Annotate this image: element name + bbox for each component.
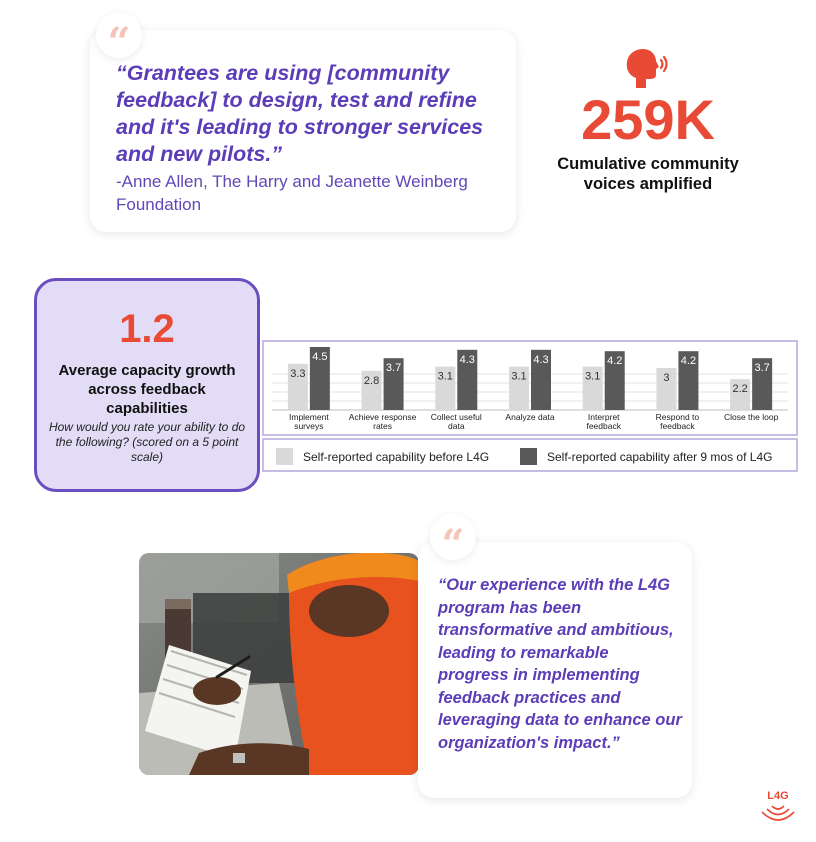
data-label: 4.5 bbox=[312, 351, 328, 363]
l4g-logo bbox=[758, 790, 798, 830]
legend-item-after bbox=[520, 448, 772, 465]
data-label: 2.2 bbox=[732, 383, 748, 396]
capacity-title: Average capacity growth across feedback capabilities bbox=[58, 362, 236, 417]
category-label: feedback bbox=[586, 421, 621, 431]
category-label: surveys bbox=[294, 421, 324, 431]
quote-text: “Grantees are using [community feedback] to design, test and refine and it's leading to stronger services and new pilots.” bbox=[116, 61, 484, 166]
legend-swatch-before bbox=[276, 448, 293, 465]
category-label: Close the loop bbox=[723, 412, 779, 422]
data-label: 3.1 bbox=[511, 370, 527, 383]
capacity-card bbox=[34, 278, 260, 492]
legend-swatch-after bbox=[520, 448, 537, 465]
stat-value: 259K bbox=[581, 88, 715, 151]
data-label: 3.1 bbox=[585, 370, 601, 383]
data-label: 2.8 bbox=[363, 374, 380, 387]
capacity-value: 1.2 bbox=[119, 307, 175, 351]
data-label: 4.3 bbox=[533, 353, 549, 366]
stat-caption: Cumulative community voices amplified bbox=[557, 155, 739, 193]
data-label: 3.3 bbox=[290, 367, 306, 380]
quote-text-bottom: “Our experience with the L4G program has been transformative and ambitious, leading to remarkable progress in implementing feedback practices and leveraging data to enhance our organization's impact.” bbox=[438, 576, 682, 752]
data-label: 3.7 bbox=[385, 362, 402, 375]
quote-card-top bbox=[90, 30, 516, 232]
photo-person-reviewing-documents bbox=[139, 553, 419, 775]
photo-illustration bbox=[139, 553, 419, 775]
chart-svg bbox=[264, 342, 796, 434]
category-label: Achieve response bbox=[348, 412, 417, 422]
stat-voices bbox=[550, 48, 746, 194]
data-label: 3.1 bbox=[437, 370, 453, 383]
category-label: Collect useful bbox=[430, 412, 482, 422]
category-label: Implement bbox=[289, 412, 329, 422]
category-label: rates bbox=[373, 421, 393, 431]
logo-text: L4G bbox=[767, 790, 789, 802]
legend-item-before bbox=[276, 448, 489, 465]
quote-card-bottom bbox=[418, 542, 692, 798]
speaking-head-icon bbox=[624, 48, 670, 90]
capability-bar-chart bbox=[262, 340, 798, 436]
quote-attribution: -Anne Allen, The Harry and Jeanette Weinberg Foundation bbox=[116, 172, 468, 214]
data-label: 3.7 bbox=[754, 362, 770, 375]
category-label: Interpret bbox=[587, 412, 620, 422]
quote-mark-icon: “ bbox=[96, 12, 142, 58]
data-label: 4.2 bbox=[607, 355, 623, 368]
legend-label-after: Self-reported capability after 9 mos of L4G bbox=[547, 449, 773, 464]
quote-mark-icon-bottom: “ bbox=[430, 514, 476, 560]
data-label: 4.3 bbox=[459, 353, 475, 366]
legend-label-before: Self-reported capability before L4G bbox=[303, 449, 490, 464]
category-label: Analyze data bbox=[505, 412, 555, 422]
chart-legend bbox=[262, 438, 798, 472]
data-label: 3 bbox=[663, 372, 670, 384]
logo-waves-icon bbox=[758, 802, 798, 826]
category-label: data bbox=[448, 421, 465, 431]
category-label: feedback bbox=[660, 421, 695, 431]
capacity-subtitle: How would you rate your ability to do the following? (scored on a 5 point scale) bbox=[48, 420, 246, 464]
category-label: Respond to bbox=[655, 412, 700, 422]
data-label: 4.2 bbox=[680, 355, 697, 368]
